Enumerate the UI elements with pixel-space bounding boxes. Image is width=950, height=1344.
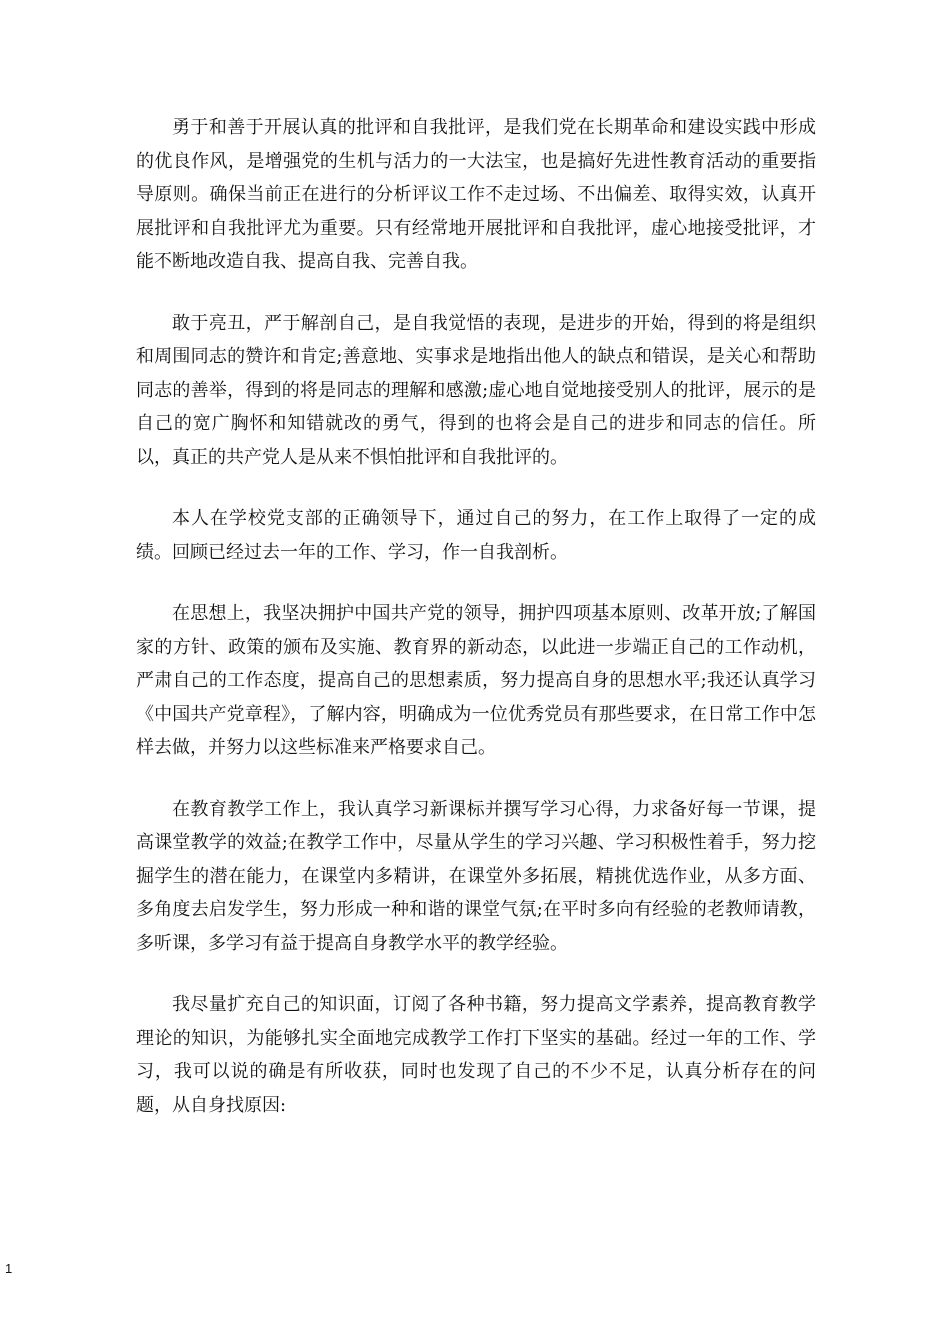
page-number: 1 bbox=[5, 1261, 13, 1276]
paragraph-4: 在思想上，我坚决拥护中国共产党的领导，拥护四项基本原则、改革开放;了解国家的方针、政策的颁布及实施、教育界的新动态，以此进一步端正自己的工作动机，严肃自己的工作态度，提高自己的思想素质，努力提高自身的思想水平;我还认真学习《中国共产党章程》，了解内容，明确成为一位优秀党员有那些要求，在日常工作中怎样去做，并努力以这些标准来严格要求自己。 bbox=[136, 603, 816, 758]
document-body bbox=[136, 111, 816, 1150]
paragraph-5: 在教育教学工作上，我认真学习新课标并撰写学习心得，力求备好每一节课，提高课堂教学的效益;在教学工作中，尽量从学生的学习兴趣、学习积极性着手，努力挖掘学生的潜在能力，在课堂内多精讲，在课堂外多拓展，精挑优选作业，从多方面、多角度去启发学生，努力形成一种和谐的课堂气氛;在平时多向有经验的老教师请教，多听课，多学习有益于提高自身教学水平的教学经验。 bbox=[136, 798, 816, 954]
paragraph-3: 本人在学校党支部的正确领导下，通过自己的努力，在工作上取得了一定的成绩。回顾已经过去一年的工作、学习，作一自我剖析。 bbox=[136, 508, 816, 563]
paragraph-2: 敢于亮丑，严于解剖自己，是自我觉悟的表现，是进步的开始，得到的将是组织和周围同志的赞许和肯定;善意地、实事求是地指出他人的缺点和错误，是关心和帮助同志的善举，得到的将是同志的理解和感激;虚心地自觉地接受别人的批评，展示的是自己的宽广胸怀和知错就改的勇气，得到的也将会是自己的进步和同志的信任。所以，真正的共产党人是从来不惧怕批评和自我批评的。 bbox=[136, 312, 816, 468]
paragraph-1: 勇于和善于开展认真的批评和自我批评，是我们党在长期革命和建设实践中形成的优良作风，是增强党的生机与活力的一大法宝，也是搞好先进性教育活动的重要指导原则。确保当前正在进行的分析评议工作不走过场、不出偏差、取得实效，认真开展批评和自我批评尤为重要。只有经常地开展批评和自我批评，虚心地接受批评，才能不断地改造自我、提高自我、完善自我。 bbox=[136, 117, 816, 272]
paragraph-6: 我尽量扩充自己的知识面，订阅了各种书籍，努力提高文学素养，提高教育教学理论的知识，为能够扎实全面地完成教学工作打下坚实的基础。经过一年的工作、学习，我可以说的确是有所收获，同时也发现了自己的不少不足，认真分析存在的问题，从自身找原因: bbox=[136, 994, 816, 1116]
